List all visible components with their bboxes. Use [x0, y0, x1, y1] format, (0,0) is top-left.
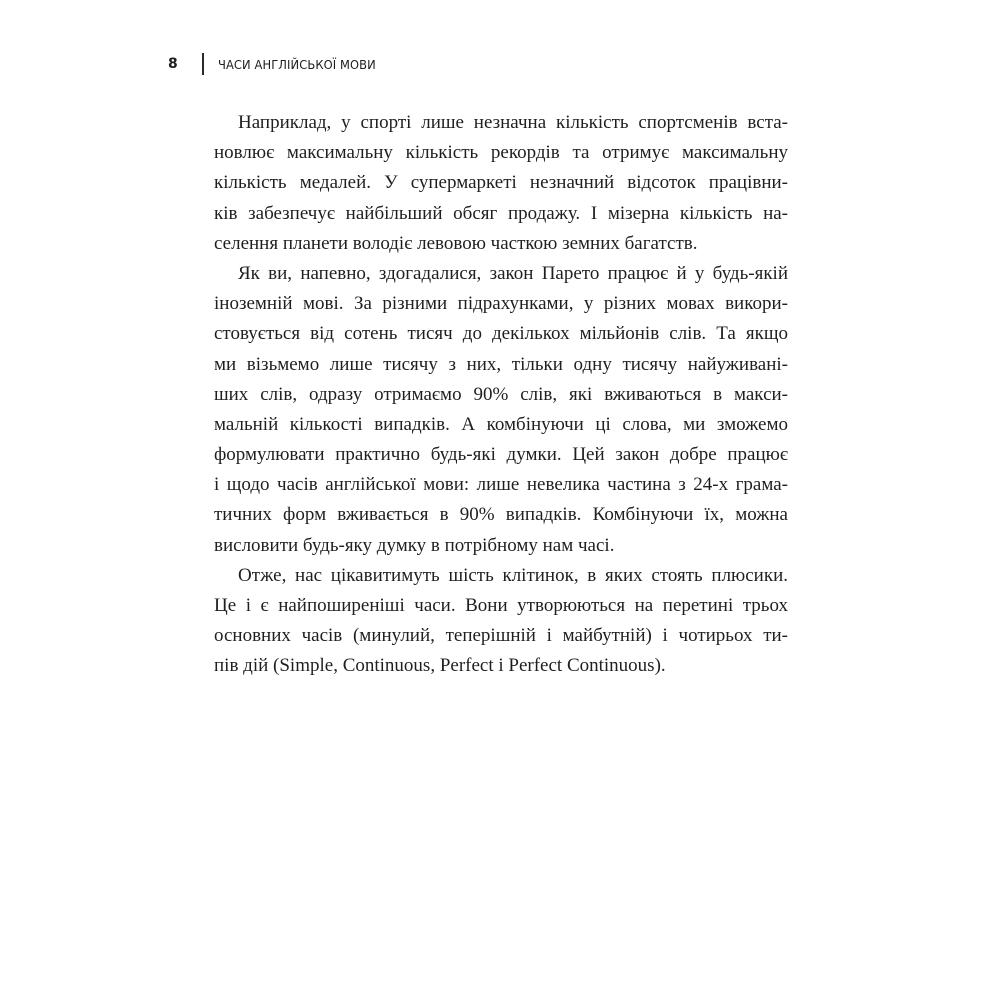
- paragraph-3: [214, 561, 788, 682]
- running-title: ЧАСИ АНГЛІЙСЬКОЇ МОВИ: [217, 56, 376, 72]
- page-number: 8: [168, 56, 178, 72]
- paragraph-line: мальній кількості випадків. А комбінуючи ці слова, ми зможемо: [214, 413, 788, 435]
- paragraph-line: Отже, нас цікавитимуть шість клітинок, в яких стоять плюсики.: [238, 564, 788, 586]
- paragraph-line: пів дій (Simple, Continuous, Perfect і Perfect Continuous).: [214, 655, 666, 677]
- paragraph-line: Це і є найпоширеніші часи. Вони утворюються на перетині трьох: [214, 595, 788, 616]
- paragraph-line: селення планети володіє левовою часткою земних багатств.: [214, 232, 698, 254]
- paragraph-line: іноземній мові. За різними підрахунками, у різних мовах викори-: [214, 293, 788, 315]
- paragraph-line: стовується від сотень тисяч до декількох мільйонів слів. Та якщо: [214, 323, 788, 345]
- paragraph-line: ми візьмемо лише тисячу з них, тільки одну тисячу найуживані-: [214, 353, 788, 375]
- paragraph-line: висловити будь-яку думку в потрібному нам часі.: [214, 534, 615, 556]
- paragraph-line: Як ви, напевно, здогадалися, закон Парето працює й у будь-якій: [238, 262, 788, 284]
- paragraph-line: ків забезпечує найбільший обсяг продажу. І мізерна кількість на-: [214, 202, 788, 224]
- paragraph-line: тичних форм вживається в 90% випадків. Комбінуючи їх, можна: [214, 504, 788, 526]
- paragraph-line: і щодо часів англійської мови: лише невелика частина з 24-х грама-: [214, 474, 788, 496]
- paragraph-line: новлює максимальну кількість рекордів та отримує максимальну: [214, 142, 788, 164]
- paragraph-line: Наприклад, у спорті лише незначна кількість спортсменів вста-: [238, 112, 788, 133]
- paragraph-2: [214, 259, 788, 561]
- paragraph-line: основних часів (минулий, теперішній і майбутній) і чотирьох ти-: [214, 625, 788, 647]
- paragraph-line: кількість медалей. У супермаркеті незначний відсоток працівни-: [214, 172, 788, 194]
- header-divider: [202, 53, 204, 75]
- paragraph-line: формулювати практично будь-які думки. Цей закон добре працює: [214, 444, 788, 466]
- paragraph-1: [214, 108, 788, 259]
- body-text: [214, 108, 788, 682]
- running-header: [168, 53, 389, 75]
- paragraph-line: ших слів, одразу отримаємо 90% слів, які вживаються в макси-: [214, 383, 788, 405]
